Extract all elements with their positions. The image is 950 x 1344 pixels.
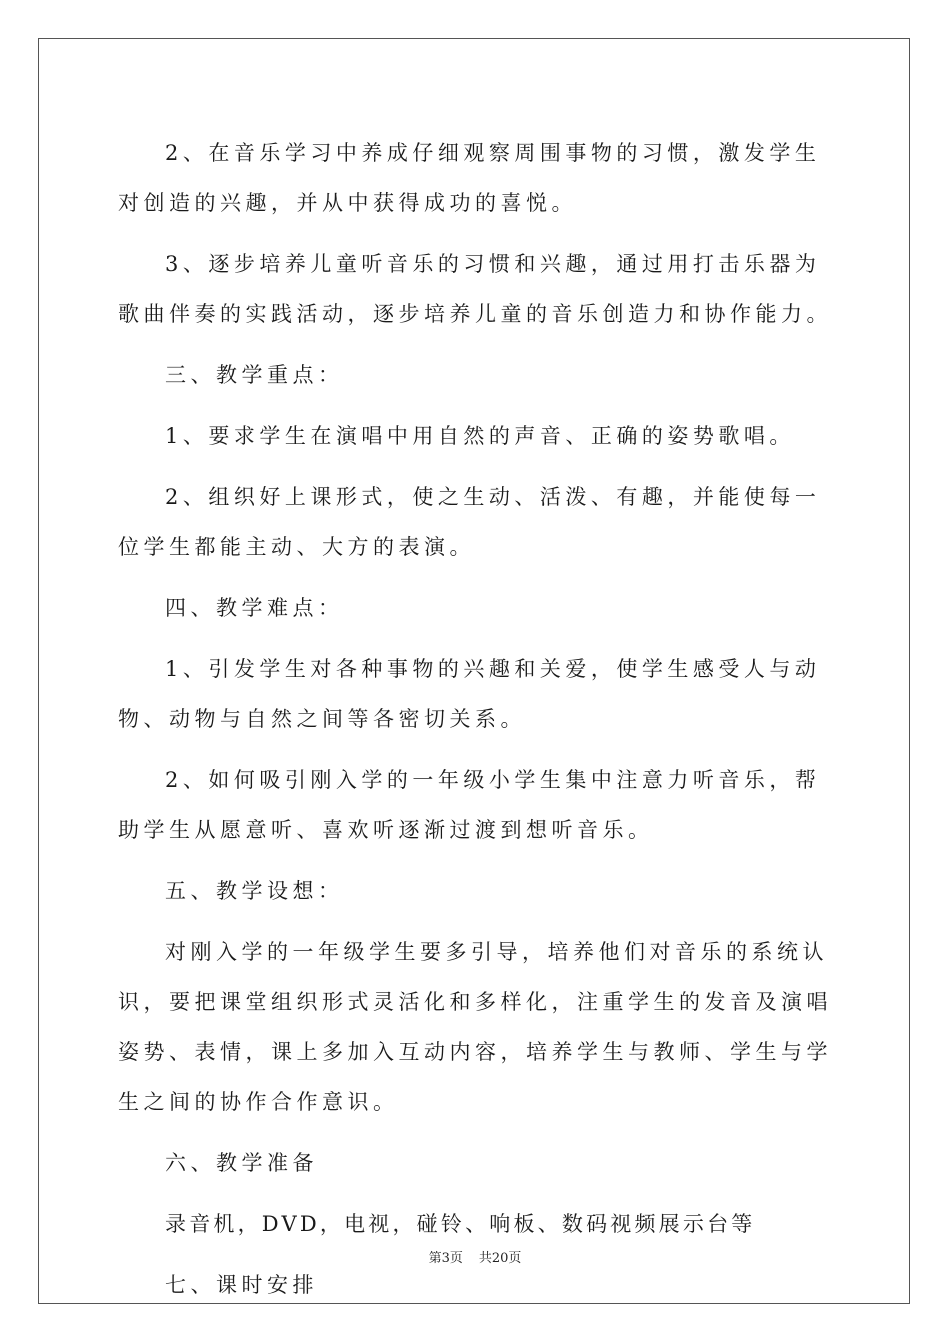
heading-schedule: 七、课时安排	[165, 1273, 318, 1297]
heading-key-points: 三、教学重点：	[165, 363, 344, 387]
page-total: 共20页	[478, 1251, 522, 1266]
paragraph-preparation: 录音机，DVD，电视，碰铃、响板、数码视频展示台等	[165, 1212, 756, 1236]
paragraph-difficulty-1: 1、引发学生对各种事物的兴趣和关爱，使学生感受人与动物、动物与自然之间等各密切关系。	[118, 657, 821, 731]
paragraph-teaching-plan: 对刚入学的一年级学生要多引导，培养他们对音乐的系统认识，要把课堂组织形式灵活化和多样化，注重学生的发音及演唱姿势、表情，课上多加入互动内容，培养学生与教师、学生与学生之间的协作合作意识。	[118, 940, 832, 1114]
paragraph-key-point-2: 2、组织好上课形式，使之生动、活泼、有趣，并能使每一位学生都能主动、大方的表演。	[118, 485, 821, 559]
page-footer	[0, 1247, 950, 1266]
paragraph-difficulty-2: 2、如何吸引刚入学的一年级小学生集中注意力听音乐，帮助学生从愿意听、喜欢听逐渐过渡到想听音乐。	[118, 768, 821, 842]
heading-preparation: 六、教学准备	[165, 1151, 318, 1175]
heading-teaching-plan: 五、教学设想：	[165, 879, 344, 903]
page-number: 第3页	[428, 1251, 463, 1266]
heading-difficulties: 四、教学难点：	[165, 596, 344, 620]
paragraph-goal-3: 3、逐步培养儿童听音乐的习惯和兴趣，通过用打击乐器为歌曲伴奏的实践活动，逐步培养儿童的音乐创造力和协作能力。	[118, 252, 832, 326]
paragraph-goal-2: 2、在音乐学习中养成仔细观察周围事物的习惯，激发学生对创造的兴趣，并从中获得成功的喜悦。	[118, 141, 821, 215]
paragraph-key-point-1: 1、要求学生在演唱中用自然的声音、正确的姿势歌唱。	[165, 424, 795, 448]
document-body	[118, 128, 838, 1321]
